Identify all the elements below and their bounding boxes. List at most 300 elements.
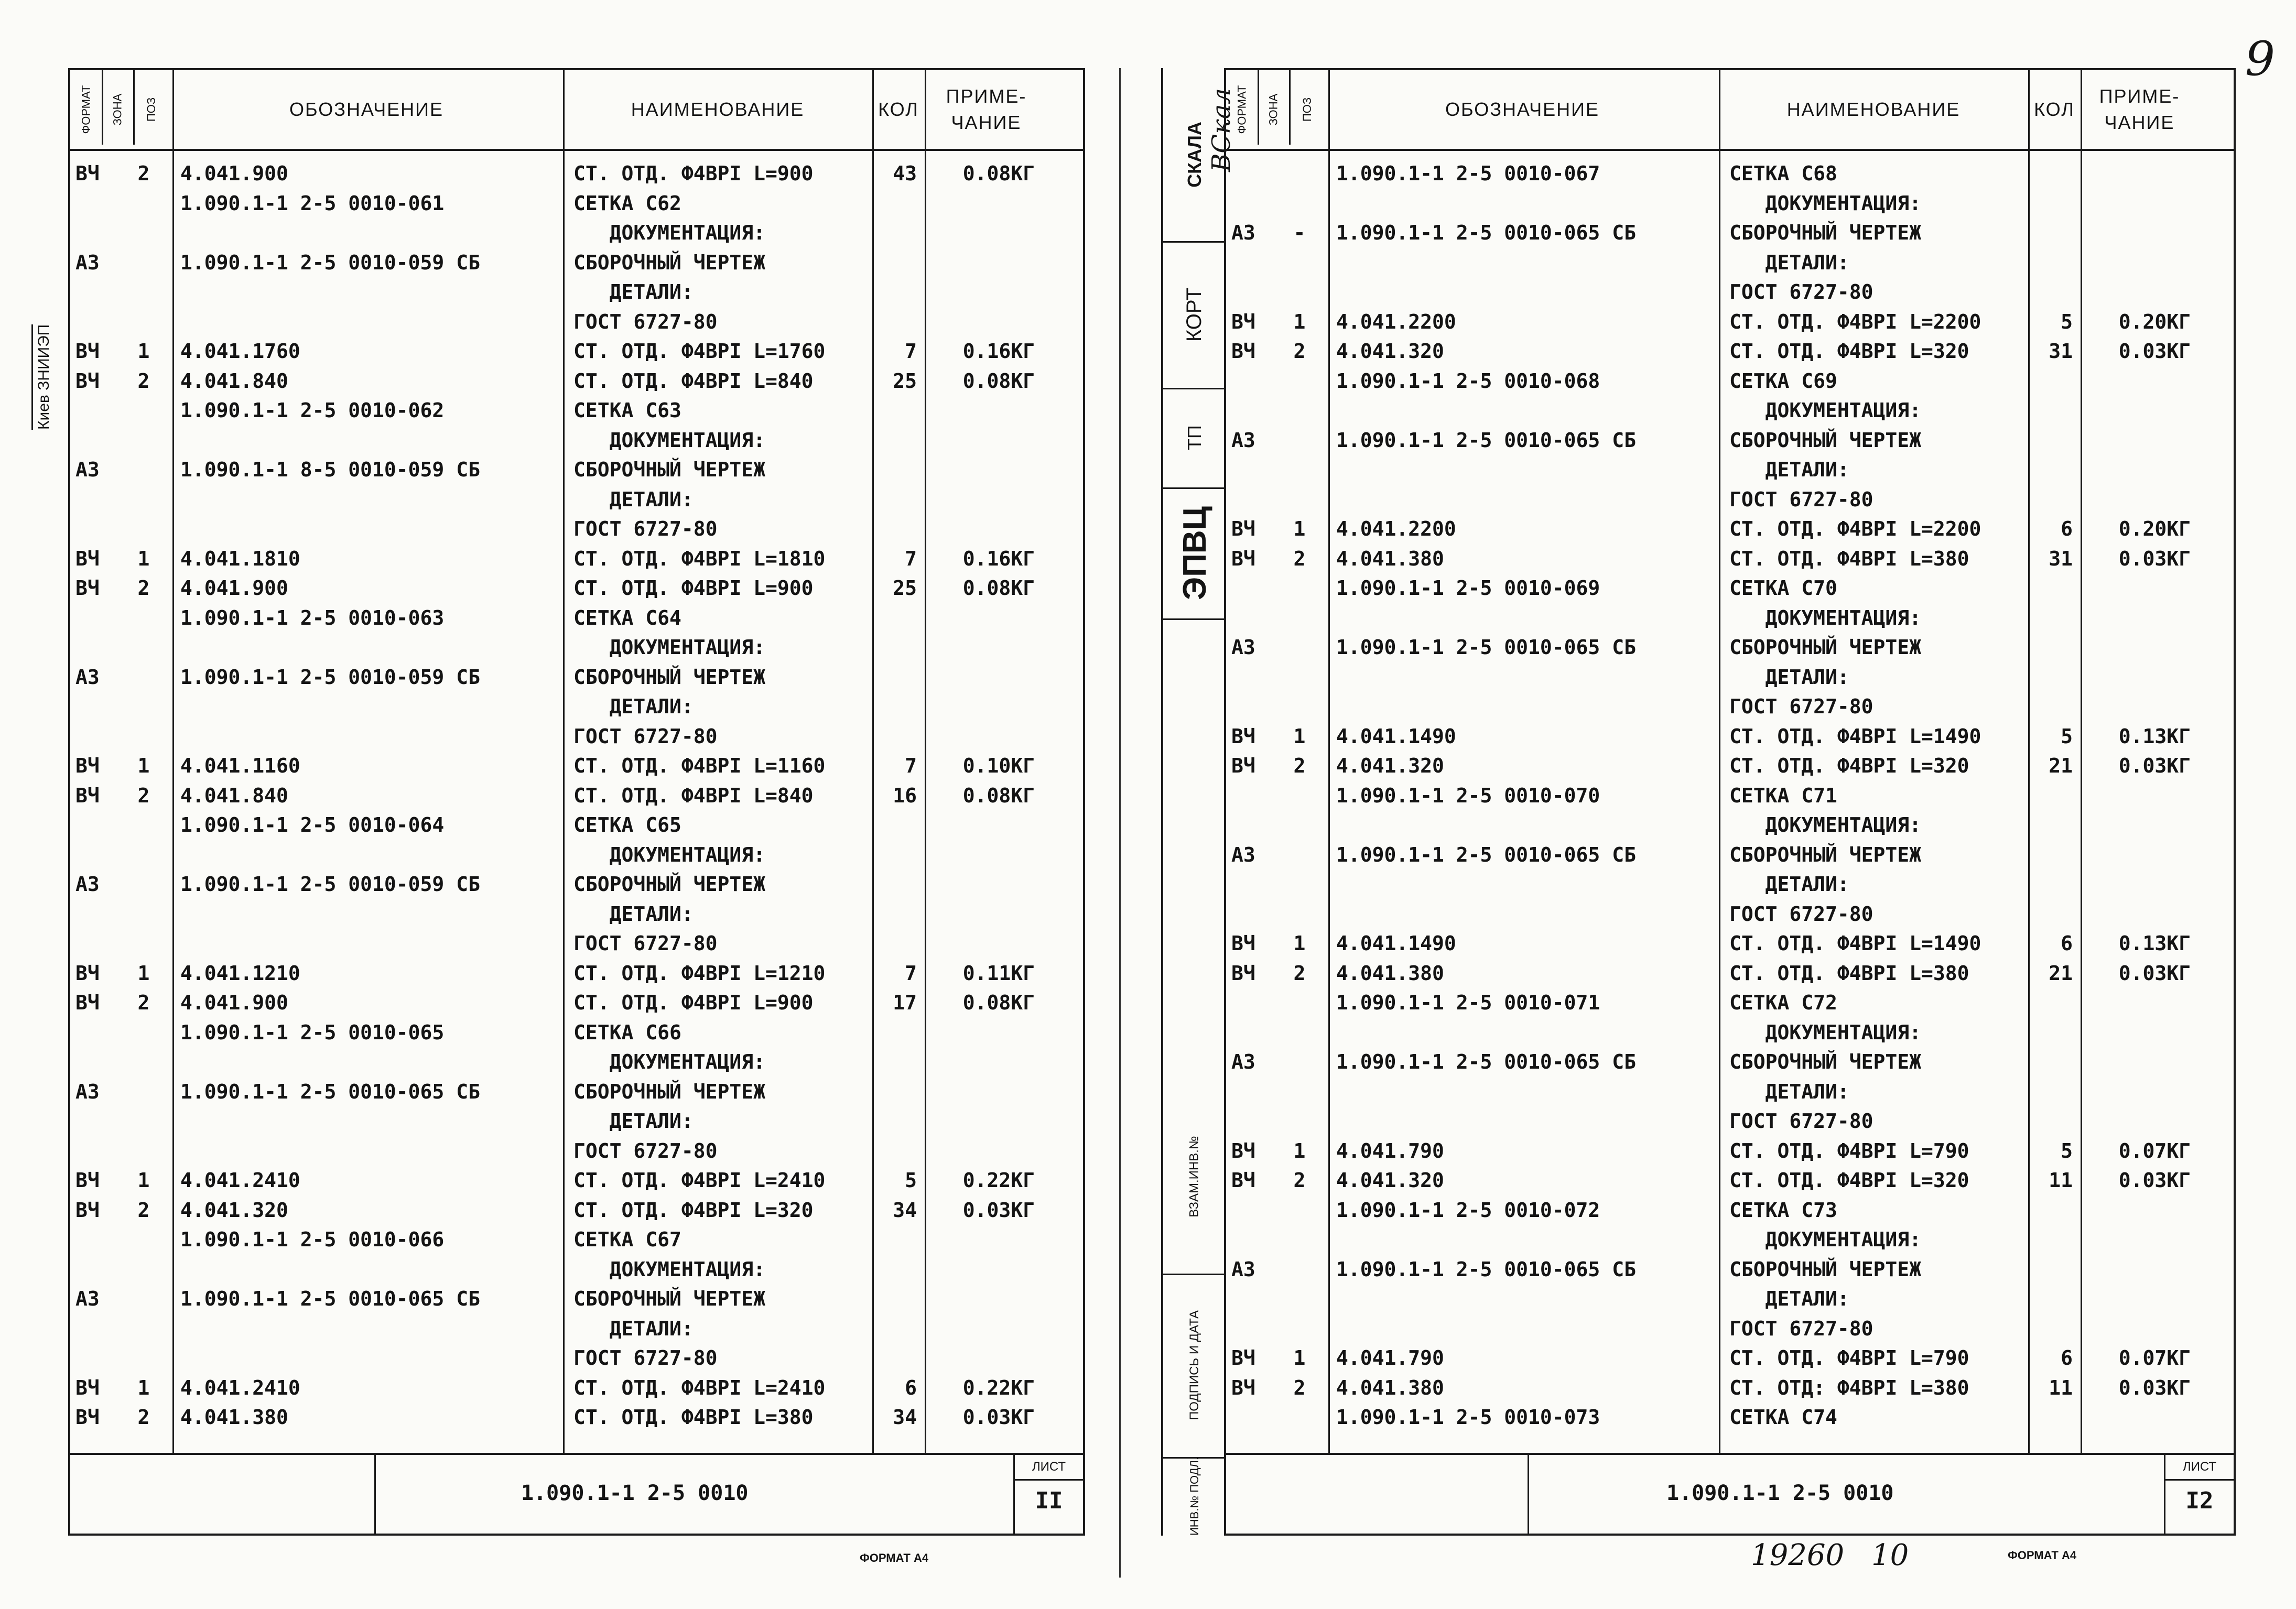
cell-name: ДОКУМЕНТАЦИЯ: [573,221,766,244]
table-row [1226,666,2234,689]
table-row [70,1346,1083,1369]
cell-pos: 2 [1293,754,1306,777]
right-title-code: 1.090.1-1 2-5 0010 [1666,1481,1894,1505]
table-row [1226,340,2234,363]
table-row [70,547,1083,570]
cell-pos: 1 [137,340,150,363]
cell-pos: 1 [137,961,150,985]
table-row [1226,310,2234,333]
cell-fmt: А3 [1231,636,1255,659]
cell-kol: 5 [2061,310,2073,333]
cell-kol: 17 [893,991,917,1014]
cell-note: 0.22КГ [962,1169,1035,1192]
table-row [70,1139,1083,1162]
cell-name: СТ. ОТД. Ф4ВРI L=1490 [1729,724,1981,748]
table-row [1226,754,2234,777]
cell-name: СТ. ОТД. Ф4ВРI L=1490 [1729,932,1981,955]
cell-name: ДЕТАЛИ: [1729,873,1849,896]
table-row [1226,162,2234,185]
cell-des: 1.090.1-1 2-5 0010-059 СБ [180,665,480,689]
cell-fmt: ВЧ [75,754,100,777]
cell-name: СЕТКА С63 [573,399,681,422]
cell-name: СТ. ОТД. Ф4ВРI L=1810 [573,547,826,570]
cell-pos: 2 [1293,961,1306,985]
cell-des: 1.090.1-1 2-5 0010-072 [1336,1198,1600,1222]
cell-name: ГОСТ 6727-80 [573,517,718,540]
cell-note: 0.03КГ [2118,1169,2191,1192]
table-row [1226,962,2234,985]
cell-name: СБОРОЧНЫЙ ЧЕРТЕЖ [573,458,766,481]
cell-note: 0.03КГ [2118,754,2191,777]
left-sheet-box [1013,1455,1083,1534]
cell-fmt: ВЧ [75,577,100,600]
cell-name: СЕТКА С64 [573,606,681,629]
cell-name: СТ. ОТД. Ф4ВРI L=1210 [573,961,826,985]
table-row [70,962,1083,985]
header-qty: КОЛ [878,98,919,120]
table-row [70,1287,1083,1310]
cell-fmt: ВЧ [1231,340,1255,363]
vzam-box: ВЗАМ.ИНВ.№ [1163,1080,1226,1275]
cell-name: СБОРОЧНЫЙ ЧЕРТЕЖ [1729,843,1922,866]
table-row [70,1258,1083,1281]
cell-des: 4.041.1210 [180,961,300,985]
cell-des: 4.041.900 [180,577,288,600]
cell-fmt: А3 [1231,1050,1255,1073]
cell-kol: 6 [2061,517,2073,540]
header-format: ФОРМАТ [79,85,93,134]
cell-kol: 6 [2061,1346,2073,1369]
cell-name: СТ. ОТД. Ф4ВРI L=380 [1729,961,1969,985]
cell-des: 1.090.1-1 2-5 0010-063 [180,606,445,629]
table-row [1226,1169,2234,1192]
cell-kol: 5 [2061,724,2073,748]
cell-fmt: ВЧ [75,162,100,185]
right-sheet [1224,68,2236,1536]
table-row [70,932,1083,955]
table-row [70,280,1083,303]
cell-pos: 2 [137,784,150,807]
cell-name: СТ. ОТД: Ф4ВРI L=380 [1729,1376,1969,1399]
cell-kol: 5 [905,1169,917,1192]
cell-des: 4.041.2200 [1336,310,1456,333]
cell-name: СЕТКА С70 [1729,577,1837,600]
table-row [70,162,1083,185]
cell-name: ДОКУМЕНТАЦИЯ: [573,636,766,659]
table-row [1226,695,2234,718]
table-row [70,1050,1083,1073]
cell-des: 1.090.1-1 2-5 0010-061 [180,191,445,215]
cell-note: 0.11КГ [962,961,1035,985]
cell-name: ДЕТАЛИ: [1729,1080,1849,1103]
table-row [1226,192,2234,215]
cell-fmt: ВЧ [75,1376,100,1399]
cell-note: 0.03КГ [2118,1376,2191,1399]
page-number: 9 [2245,31,2275,86]
cell-des: 1.090.1-1 2-5 0010-067 [1336,162,1600,185]
cell-des: 1.090.1-1 2-5 0010-070 [1336,784,1600,807]
cell-name: СЕТКА С72 [1729,991,1837,1014]
side-strip [1161,68,1226,1536]
cell-des: 1.090.1-1 2-5 0010-065 СБ [1336,1050,1636,1073]
cell-des: 1.090.1-1 2-5 0010-065 СБ [1336,843,1636,866]
header-zone-right: ЗОНА [1266,93,1280,126]
cell-name: ДОКУМЕНТАЦИЯ: [1729,399,1922,422]
cell-kol: 43 [893,162,917,185]
cell-fmt: А3 [1231,221,1255,244]
header-pos-right: ПОЗ [1301,97,1314,122]
cell-pos: 2 [1293,1169,1306,1192]
cell-pos: 1 [1293,932,1306,955]
table-row [70,369,1083,393]
cell-des: 4.041.900 [180,162,288,185]
cell-des: 1.090.1-1 2-5 0010-059 СБ [180,873,480,896]
header-pos: ПОЗ [145,97,158,122]
table-row [1226,1228,2234,1251]
cell-fmt: ВЧ [75,369,100,393]
table-row [1226,280,2234,303]
cell-name: ГОСТ 6727-80 [1729,280,1873,303]
cell-name: СТ. ОТД. Ф4ВРI L=2200 [1729,517,1981,540]
cell-name: СЕТКА С66 [573,1020,681,1044]
table-row [1226,488,2234,511]
header-qty-right: КОЛ [2034,98,2075,120]
cell-des: 1.090.1-1 2-5 0010-065 СБ [180,1287,480,1310]
table-row [1226,725,2234,748]
cell-name: ДОКУМЕНТАЦИЯ: [1729,813,1922,836]
table-row [70,577,1083,600]
cell-name: ДОКУМЕНТАЦИЯ: [1729,1228,1922,1251]
table-row [70,1317,1083,1340]
table-row [1226,577,2234,600]
cell-name: ДОКУМЕНТАЦИЯ: [573,1257,766,1281]
cell-fmt: ВЧ [1231,1169,1255,1192]
table-row [70,991,1083,1014]
table-row [1226,1199,2234,1222]
cell-fmt: А3 [75,665,100,689]
cell-kol: 31 [2049,547,2073,570]
cell-fmt: А3 [1231,428,1255,452]
table-row [70,873,1083,896]
cell-des: 4.041.840 [180,369,288,393]
table-row [70,903,1083,926]
cell-fmt: ВЧ [1231,724,1255,748]
cell-pos: 2 [1293,1376,1306,1399]
cell-des: 4.041.1810 [180,547,300,570]
cell-name: СЕТКА С67 [573,1228,681,1251]
cell-name: СТ. ОТД. Ф4ВРI L=840 [573,784,814,807]
table-row [1226,932,2234,955]
cell-des: 1.090.1-1 8-5 0010-059 СБ [180,458,480,481]
cell-des: 4.041.1160 [180,754,300,777]
table-row [1226,429,2234,452]
table-row [70,251,1083,274]
kort-box: КОРТ [1163,241,1226,389]
cell-fmt: ВЧ [1231,961,1255,985]
left-sheet-number: II [1035,1487,1063,1514]
cell-fmt: ВЧ [75,547,100,570]
cell-kol: 5 [2061,1139,2073,1162]
cell-des: 4.041.790 [1336,1139,1444,1162]
copy-number: 10 [1871,1538,1909,1572]
cell-des: 1.090.1-1 2-5 0010-065 СБ [1336,428,1636,452]
cell-des: 4.041.840 [180,784,288,807]
table-row [1226,873,2234,896]
cell-name: СТ. ОТД. Ф4ВРI L=2410 [573,1169,826,1192]
cell-name: СТ. ОТД. Ф4ВРI L=320 [1729,754,1969,777]
cell-des: 1.090.1-1 2-5 0010-065 [180,1020,445,1044]
cell-name: ГОСТ 6727-80 [573,932,718,955]
cell-name: ГОСТ 6727-80 [573,724,718,748]
cell-fmt: А3 [75,873,100,896]
cell-des: 4.041.380 [1336,961,1444,985]
cell-name: СТ. ОТД. Ф4ВРI L=790 [1729,1139,1969,1162]
cell-name: СТ. ОТД. Ф4ВРI L=2410 [573,1376,826,1399]
cell-des: 4.041.1490 [1336,932,1456,955]
table-row [70,666,1083,689]
cell-note: 0.20КГ [2118,310,2191,333]
cell-des: 4.041.1490 [1336,724,1456,748]
scale-box: СКАЛА [1163,68,1226,243]
cell-kol: 34 [893,1198,917,1222]
cell-name: ДОКУМЕНТАЦИЯ: [573,1050,766,1073]
cell-name: СТ. ОТД. Ф4ВРI L=1160 [573,754,826,777]
cell-name: СТ. ОТД. Ф4ВРI L=1760 [573,340,826,363]
table-row [1226,1021,2234,1044]
cell-note: 0.10КГ [962,754,1035,777]
cell-des: 1.090.1-1 2-5 0010-065 СБ [180,1080,480,1103]
header-format-right: ФОРМАТ [1235,85,1249,134]
cell-des: 4.041.320 [1336,1169,1444,1192]
cell-des: 4.041.2410 [180,1169,300,1192]
cell-kol: 21 [2049,754,2073,777]
left-margin-stamp: Киев ЗНИИЭП [31,324,53,430]
cell-fmt: ВЧ [1231,1139,1255,1162]
table-row [70,221,1083,244]
cell-fmt: ВЧ [75,961,100,985]
cell-fmt: А3 [75,251,100,274]
table-row [1226,1406,2234,1429]
cell-pos: 2 [1293,340,1306,363]
cell-note: 0.16КГ [962,340,1035,363]
cell-note: 0.13КГ [2118,932,2191,955]
cell-name: СЕТКА С69 [1729,369,1837,393]
table-row [1226,399,2234,422]
cell-pos: 2 [137,1406,150,1429]
cell-name: СТ. ОТД. Ф4ВРI L=320 [1729,340,1969,363]
cell-fmt: А3 [1231,1257,1255,1281]
cell-fmt: А3 [75,458,100,481]
cell-name: СТ. ОТД. Ф4ВРI L=320 [1729,1169,1969,1192]
fold-line [1119,68,1121,1578]
left-format-footer: ФОРМАТ А4 [860,1551,929,1564]
right-sheet-label: ЛИСТ [2165,1455,2234,1481]
table-row [70,1080,1083,1103]
cell-note: 0.16КГ [962,547,1035,570]
cell-name: ДЕТАЛИ: [573,695,694,718]
header-note-right: ПРИМЕ- ЧАНИЕ [2099,85,2180,133]
right-title-block [1226,1453,2234,1534]
cell-pos: 2 [137,162,150,185]
table-row [70,1406,1083,1429]
table-row [70,488,1083,511]
cell-note: 0.08КГ [962,784,1035,807]
cell-name: ДОКУМЕНТАЦИЯ: [573,428,766,452]
cell-pos: 2 [137,369,150,393]
cell-kol: 11 [2049,1169,2073,1192]
cell-name: ДЕТАЛИ: [573,280,694,303]
table-row [1226,517,2234,540]
cell-pos: 1 [1293,724,1306,748]
cell-name: СЕТКА С68 [1729,162,1837,185]
cell-kol: 6 [905,1376,917,1399]
cell-pos: 2 [137,1198,150,1222]
cell-name: СТ. ОТД. Ф4ВРI L=840 [573,369,814,393]
table-row [1226,458,2234,481]
epvc-box: ЭПВЦ [1163,487,1226,620]
cell-name: СБОРОЧНЫЙ ЧЕРТЕЖ [1729,1050,1922,1073]
header-designation-right: ОБОЗНАЧЕНИЕ [1445,98,1600,120]
table-row [70,1110,1083,1133]
cell-fmt: ВЧ [1231,517,1255,540]
cell-des: 4.041.380 [180,1406,288,1429]
cell-pos: 1 [1293,310,1306,333]
cell-pos: 1 [1293,517,1306,540]
table-row [70,695,1083,718]
cell-fmt: ВЧ [75,340,100,363]
table-row [70,636,1083,659]
cell-des: 4.041.2200 [1336,517,1456,540]
cell-name: ДОКУМЕНТАЦИЯ: [1729,191,1922,215]
table-row [1226,1317,2234,1340]
cell-pos: - [1293,221,1306,244]
cell-name: СТ. ОТД. Ф4ВРI L=320 [573,1198,814,1222]
cell-pos: 2 [1293,547,1306,570]
cell-name: ГОСТ 6727-80 [1729,902,1873,926]
cell-des: 1.090.1-1 2-5 0010-065 СБ [1336,221,1636,244]
cell-kol: 21 [2049,961,2073,985]
table-row [1226,369,2234,393]
cell-name: ГОСТ 6727-80 [1729,695,1873,718]
table-row [1226,1139,2234,1162]
cell-name: ГОСТ 6727-80 [573,1139,718,1162]
cell-fmt: А3 [75,1080,100,1103]
table-row [1226,251,2234,274]
cell-name: ДЕТАЛИ: [1729,458,1849,481]
cell-fmt: ВЧ [1231,932,1255,955]
cell-pos: 1 [1293,1346,1306,1369]
cell-des: 1.090.1-1 2-5 0010-071 [1336,991,1600,1014]
table-row [70,1169,1083,1192]
cell-kol: 16 [893,784,917,807]
left-sheet [68,68,1085,1536]
cell-name: СБОРОЧНЫЙ ЧЕРТЕЖ [573,1080,766,1103]
cell-name: ДОКУМЕНТАЦИЯ: [1729,606,1922,629]
cell-kol: 7 [905,754,917,777]
cell-fmt: ВЧ [75,1198,100,1222]
cell-des: 1.090.1-1 2-5 0010-073 [1336,1406,1600,1429]
table-row [1226,991,2234,1014]
cell-des: 1.090.1-1 2-5 0010-065 СБ [1336,636,1636,659]
cell-note: 0.03КГ [2118,547,2191,570]
cell-note: 0.08КГ [962,577,1035,600]
cell-note: 0.03КГ [962,1406,1035,1429]
table-row [1226,1050,2234,1073]
cell-name: СТ. ОТД. Ф4ВРI L=2200 [1729,310,1981,333]
header-zone: ЗОНА [111,93,124,126]
table-row [70,458,1083,481]
header-name-right: НАИМЕНОВАНИЕ [1786,98,1961,120]
table-row [1226,784,2234,807]
cell-name: СЕТКА С62 [573,191,681,215]
cell-name: СТ. ОТД. Ф4ВРI L=380 [573,1406,814,1429]
cell-pos: 1 [1293,1139,1306,1162]
cell-fmt: ВЧ [75,991,100,1014]
cell-des: 4.041.320 [1336,754,1444,777]
cell-note: 0.08КГ [962,991,1035,1014]
table-row [1226,1376,2234,1399]
cell-pos: 1 [137,1169,150,1192]
table-row [1226,813,2234,836]
cell-kol: 31 [2049,340,2073,363]
cell-fmt: А3 [1231,843,1255,866]
cell-name: ДЕТАЛИ: [1729,251,1849,274]
cell-des: 4.041.380 [1336,547,1444,570]
cell-des: 4.041.790 [1336,1346,1444,1369]
cell-des: 1.090.1-1 2-5 0010-059 СБ [180,251,480,274]
cell-des: 1.090.1-1 2-5 0010-066 [180,1228,445,1251]
cell-name: СБОРОЧНЫЙ ЧЕРТЕЖ [1729,221,1922,244]
table-row [70,725,1083,748]
tp-box: ТП [1163,388,1226,489]
cell-name: СЕТКА С65 [573,813,681,836]
cell-kol: 7 [905,340,917,363]
cell-fmt: ВЧ [1231,547,1255,570]
cell-name: ГОСТ 6727-80 [573,1346,718,1369]
cell-name: ДЕТАЛИ: [573,1317,694,1340]
cell-name: ДОКУМЕНТАЦИЯ: [573,843,766,866]
cell-kol: 25 [893,369,917,393]
cell-note: 0.03КГ [962,1198,1035,1222]
cell-name: ГОСТ 6727-80 [1729,487,1873,511]
cell-des: 1.090.1-1 2-5 0010-062 [180,399,445,422]
cell-name: СБОРОЧНЫЙ ЧЕРТЕЖ [1729,1257,1922,1281]
cell-kol: 6 [2061,932,2073,955]
table-row [1226,1110,2234,1133]
table-row [1226,606,2234,629]
table-row [70,1021,1083,1044]
cell-des: 4.041.320 [1336,340,1444,363]
cell-name: ГОСТ 6727-80 [573,310,718,333]
cell-name: СБОРОЧНЫЙ ЧЕРТЕЖ [1729,636,1922,659]
left-sheet-label: ЛИСТ [1015,1455,1083,1481]
side-signature: ВСкал [1206,88,1236,172]
cell-note: 0.08КГ [962,162,1035,185]
table-row [70,340,1083,363]
table-row [70,813,1083,836]
table-row [70,1228,1083,1251]
cell-name: ДОКУМЕНТАЦИЯ: [1729,1020,1922,1044]
inventory-number: 19260 [1751,1538,1845,1572]
table-row [70,310,1083,333]
table-row [70,843,1083,866]
header-note: ПРИМЕ- ЧАНИЕ [946,85,1027,133]
cell-note: 0.13КГ [2118,724,2191,748]
table-row [70,784,1083,807]
signature-date-box: ПОДПИСЬ И ДАТА [1163,1274,1226,1459]
right-format-footer: ФОРМАТ А4 [2008,1549,2077,1562]
cell-note: 0.20КГ [2118,517,2191,540]
